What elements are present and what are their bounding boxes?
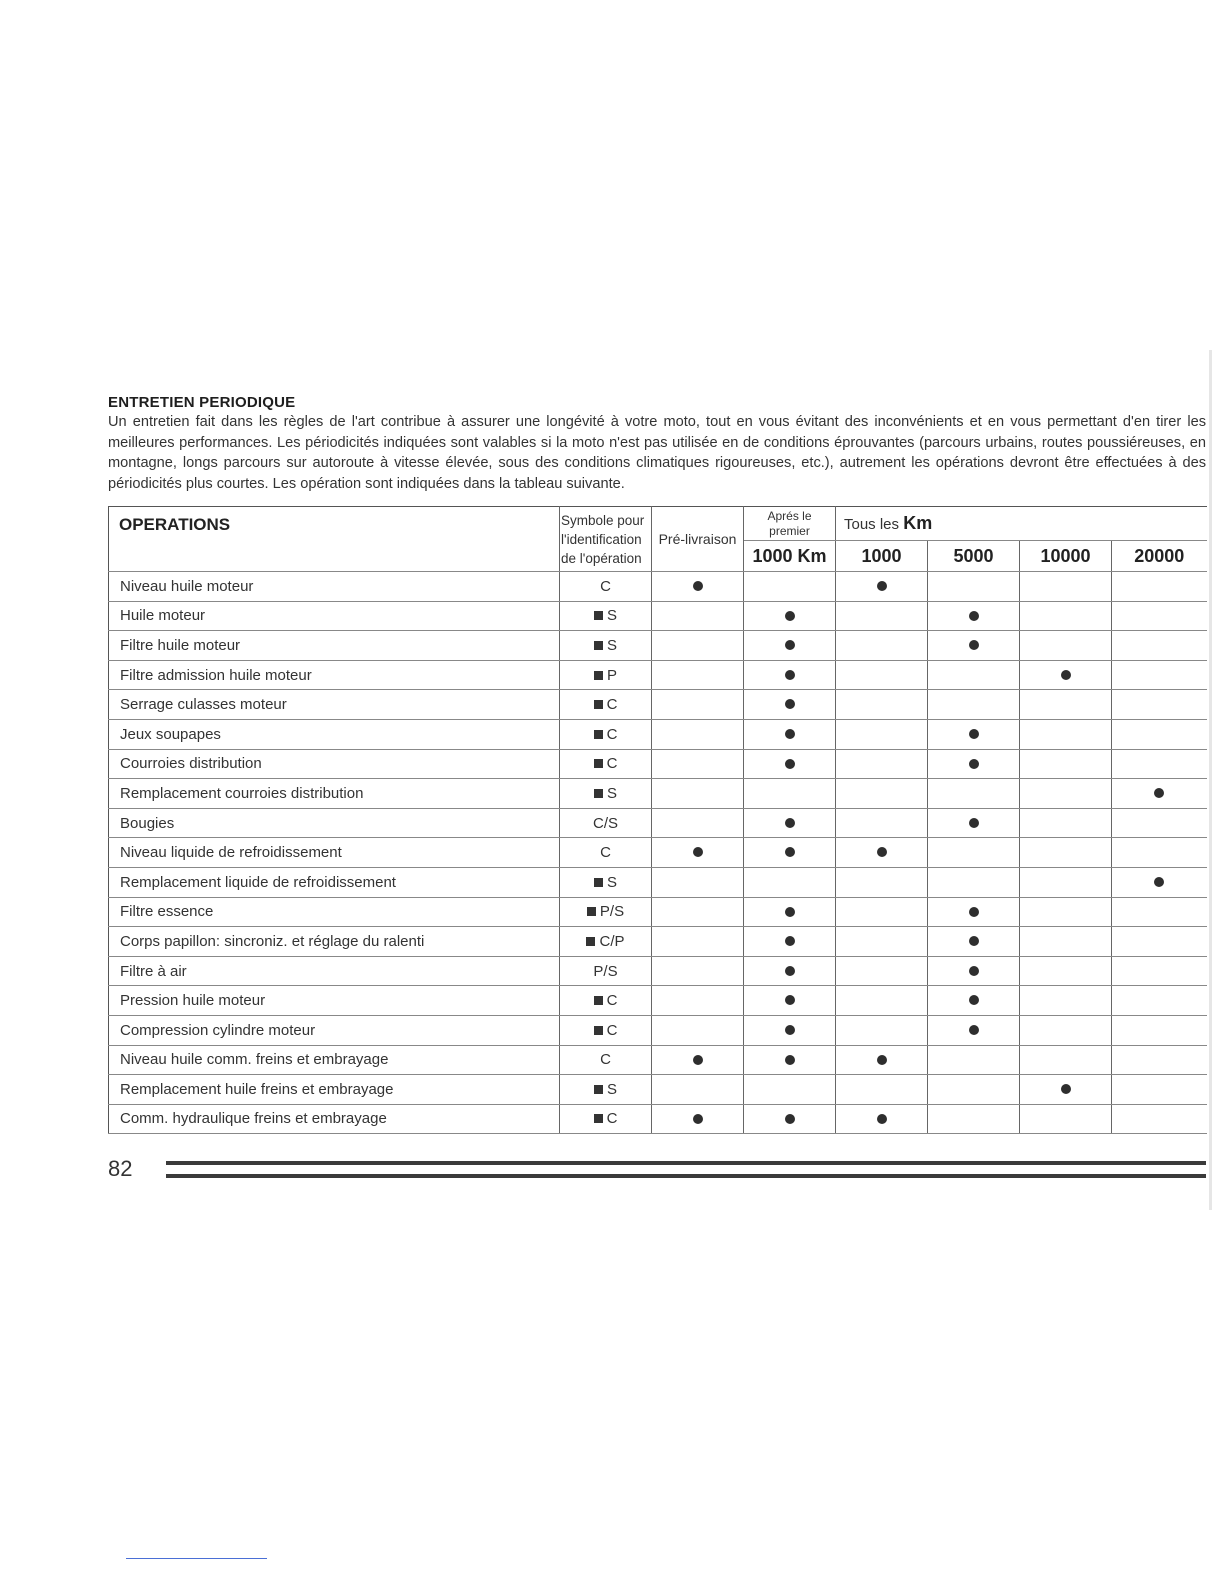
- tous-les-header: [836, 507, 1207, 541]
- interval-cell: [836, 1045, 928, 1075]
- operation-code: S: [606, 1080, 617, 1098]
- operation-code: C: [600, 577, 611, 595]
- interval-cell: [928, 808, 1020, 838]
- interval-cell: [1020, 927, 1112, 957]
- operation-symbol: [560, 1104, 652, 1134]
- scheduled-dot-icon: [969, 936, 979, 946]
- scheduled-dot-icon: [969, 729, 979, 739]
- operation-name: Comm. hydraulique freins et embrayage: [109, 1104, 560, 1134]
- interval-cell: [1112, 1075, 1207, 1105]
- scheduled-dot-icon: [693, 1055, 703, 1065]
- operation-symbol: [560, 1015, 652, 1045]
- operation-name: Filtre à air: [109, 956, 560, 986]
- interval-cell: [1112, 719, 1207, 749]
- interval-cell: [1020, 1075, 1112, 1105]
- special-operation-square-icon: [594, 789, 603, 798]
- operation-code: P/S: [593, 962, 618, 980]
- symbol-header: [560, 507, 652, 572]
- interval-cell: [1112, 631, 1207, 661]
- operation-code: C: [606, 1021, 618, 1039]
- scheduled-dot-icon: [877, 581, 887, 591]
- scheduled-dot-icon: [785, 611, 795, 621]
- interval-cell: [928, 572, 1020, 602]
- interval-cell: [652, 986, 744, 1016]
- operation-code: S: [606, 873, 617, 891]
- operation-name: Corps papillon: sincroniz. et réglage du ralenti: [109, 927, 560, 957]
- interval-cell: [744, 956, 836, 986]
- interval-cell: [836, 897, 928, 927]
- operation-code: S: [606, 607, 617, 625]
- header-row-top: [109, 507, 1207, 541]
- interval-cell: [744, 779, 836, 809]
- scheduled-dot-icon: [785, 699, 795, 709]
- interval-cell: [1112, 779, 1207, 809]
- special-operation-square-icon: [594, 730, 603, 739]
- operation-name: Pression huile moteur: [109, 986, 560, 1016]
- table-row: [109, 631, 1207, 661]
- interval-cell: [1020, 749, 1112, 779]
- interval-cell: [836, 838, 928, 868]
- interval-cell: [1112, 986, 1207, 1016]
- operation-name: Huile moteur: [109, 601, 560, 631]
- interval-header: 1000: [836, 541, 928, 572]
- interval-cell: [1112, 572, 1207, 602]
- scheduled-dot-icon: [693, 847, 703, 857]
- table-row: [109, 1045, 1207, 1075]
- interval-cell: [836, 1104, 928, 1134]
- interval-cell: [1112, 867, 1207, 897]
- operations-header: OPERATIONS: [109, 507, 560, 572]
- interval-cell: [1020, 1015, 1112, 1045]
- interval-header: 10000: [1020, 541, 1112, 572]
- operation-symbol: [560, 927, 652, 957]
- table-row: [109, 838, 1207, 868]
- table-row: [109, 719, 1207, 749]
- interval-cell: [744, 867, 836, 897]
- operation-code: C: [600, 844, 611, 862]
- interval-cell: [1112, 749, 1207, 779]
- special-operation-square-icon: [586, 937, 595, 946]
- operation-symbol: [560, 779, 652, 809]
- scheduled-dot-icon: [785, 907, 795, 917]
- interval-cell: [744, 631, 836, 661]
- interval-cell: [744, 719, 836, 749]
- special-operation-square-icon: [594, 759, 603, 768]
- table-row: [109, 867, 1207, 897]
- footer-rule: [166, 1161, 1206, 1165]
- footer-link-line: [126, 1558, 267, 1559]
- interval-cell: [1020, 986, 1112, 1016]
- interval-cell: [836, 1075, 928, 1105]
- interval-cell: [1020, 690, 1112, 720]
- special-operation-square-icon: [594, 641, 603, 650]
- interval-cell: [928, 1104, 1020, 1134]
- interval-cell: [744, 927, 836, 957]
- interval-cell: [744, 572, 836, 602]
- table-row: [109, 749, 1207, 779]
- interval-cell: [928, 956, 1020, 986]
- interval-cell: [652, 690, 744, 720]
- page-edge-shadow: [1209, 350, 1212, 1210]
- scheduled-dot-icon: [877, 1114, 887, 1124]
- operation-code: P/S: [599, 903, 625, 921]
- interval-cell: [836, 601, 928, 631]
- interval-cell: [1020, 1045, 1112, 1075]
- symbol-header-line: l'identification: [561, 531, 642, 547]
- interval-cell: [744, 1075, 836, 1105]
- interval-cell: [928, 838, 1020, 868]
- operation-code: S: [606, 784, 617, 802]
- operation-name: Niveau huile moteur: [109, 572, 560, 602]
- interval-cell: [744, 808, 836, 838]
- interval-cell: [1020, 808, 1112, 838]
- scheduled-dot-icon: [969, 966, 979, 976]
- special-operation-square-icon: [594, 1085, 603, 1094]
- scheduled-dot-icon: [969, 640, 979, 650]
- operation-name: Bougies: [109, 808, 560, 838]
- scheduled-dot-icon: [785, 1114, 795, 1124]
- operation-symbol: [560, 897, 652, 927]
- scheduled-dot-icon: [969, 818, 979, 828]
- scheduled-dot-icon: [785, 759, 795, 769]
- interval-cell: [744, 690, 836, 720]
- operation-name: Filtre essence: [109, 897, 560, 927]
- table-row: [109, 690, 1207, 720]
- scheduled-dot-icon: [785, 995, 795, 1005]
- interval-cell: [1112, 897, 1207, 927]
- page-heading: ENTRETIEN PERIODIQUE: [108, 394, 296, 411]
- operation-code: S: [606, 636, 617, 654]
- special-operation-square-icon: [594, 700, 603, 709]
- operation-symbol: [560, 749, 652, 779]
- interval-cell: [652, 779, 744, 809]
- scheduled-dot-icon: [1061, 1084, 1071, 1094]
- interval-cell: [652, 1075, 744, 1105]
- interval-cell: [652, 601, 744, 631]
- operation-code: C/P: [599, 932, 625, 950]
- operation-name: Remplacement huile freins et embrayage: [109, 1075, 560, 1105]
- operation-code: C/S: [592, 814, 618, 832]
- interval-header: 20000: [1112, 541, 1207, 572]
- scheduled-dot-icon: [693, 581, 703, 591]
- interval-cell: [836, 660, 928, 690]
- operation-code: C: [606, 755, 618, 773]
- interval-cell: [1112, 1104, 1207, 1134]
- special-operation-square-icon: [594, 1026, 603, 1035]
- interval-cell: [744, 897, 836, 927]
- interval-cell: [836, 927, 928, 957]
- interval-cell: [744, 749, 836, 779]
- scheduled-dot-icon: [785, 1025, 795, 1035]
- interval-cell: [928, 897, 1020, 927]
- tous-les-unit: Km: [903, 513, 933, 533]
- interval-cell: [928, 660, 1020, 690]
- interval-cell: [928, 986, 1020, 1016]
- maintenance-table: [108, 506, 1207, 1134]
- interval-cell: [1020, 1104, 1112, 1134]
- interval-cell: [1020, 867, 1112, 897]
- scheduled-dot-icon: [693, 1114, 703, 1124]
- operation-code: C: [606, 1110, 618, 1128]
- scheduled-dot-icon: [1061, 670, 1071, 680]
- operation-name: Remplacement courroies distribution: [109, 779, 560, 809]
- interval-cell: [1020, 601, 1112, 631]
- operation-name: Filtre huile moteur: [109, 631, 560, 661]
- operation-symbol: [560, 572, 652, 602]
- table-row: [109, 897, 1207, 927]
- interval-cell: [652, 631, 744, 661]
- operation-name: Niveau huile comm. freins et embrayage: [109, 1045, 560, 1075]
- interval-cell: [928, 1045, 1020, 1075]
- scheduled-dot-icon: [785, 936, 795, 946]
- operation-symbol: [560, 867, 652, 897]
- interval-cell: [1020, 631, 1112, 661]
- operation-code: C: [606, 725, 618, 743]
- interval-cell: [836, 779, 928, 809]
- symbol-header-line: Symbole pour: [561, 512, 645, 528]
- interval-cell: [928, 867, 1020, 897]
- interval-cell: [836, 956, 928, 986]
- interval-cell: [744, 838, 836, 868]
- interval-cell: [836, 1015, 928, 1045]
- interval-cell: [1112, 808, 1207, 838]
- scheduled-dot-icon: [785, 966, 795, 976]
- interval-cell: [744, 1045, 836, 1075]
- interval-cell: [652, 660, 744, 690]
- interval-cell: [1112, 838, 1207, 868]
- special-operation-square-icon: [594, 611, 603, 620]
- table-row: [109, 779, 1207, 809]
- intro-paragraph: Un entretien fait dans les règles de l'art contribue à assurer une longévité à votre moto, tout en vous évitant des inconvénients et en vous permettant d'en tirer les meilleures performances. Les périodicités indiquées sont valables si la moto n'est pas utilisée en de conditions éprouvantes (parcours urbains, routes poussiéreuses, en montagne, longs parcours sur autoroute à vitesse élevée, sous des conditions climatiques rigoureuses, etc.), autrement les opérations devront être effectuées à des périodicités plus courtes. Les opération sont indiquées dans la tableau suivante.: [108, 414, 1206, 492]
- table-row: [109, 956, 1207, 986]
- table-row: [109, 986, 1207, 1016]
- interval-cell: [744, 1104, 836, 1134]
- interval-cell: [652, 897, 744, 927]
- operation-name: Serrage culasses moteur: [109, 690, 560, 720]
- interval-cell: [1020, 572, 1112, 602]
- table-row: [109, 927, 1207, 957]
- interval-cell: [1112, 927, 1207, 957]
- interval-cell: [836, 749, 928, 779]
- table-body: [109, 572, 1207, 1134]
- table-row: [109, 660, 1207, 690]
- scheduled-dot-icon: [785, 670, 795, 680]
- apres-header-line: premier: [769, 523, 810, 538]
- scheduled-dot-icon: [785, 847, 795, 857]
- operation-symbol: [560, 838, 652, 868]
- interval-cell: [744, 986, 836, 1016]
- table-row: [109, 1015, 1207, 1045]
- symbol-header-line: de l'opération: [561, 550, 642, 566]
- scheduled-dot-icon: [969, 995, 979, 1005]
- prelivraison-header: Pré-livraison: [652, 507, 744, 572]
- operation-code: C: [600, 1051, 611, 1069]
- interval-cell: [652, 719, 744, 749]
- special-operation-square-icon: [594, 878, 603, 887]
- interval-cell: [1020, 956, 1112, 986]
- interval-cell: [1020, 779, 1112, 809]
- operation-name: Filtre admission huile moteur: [109, 660, 560, 690]
- operation-code: C: [606, 992, 618, 1010]
- operation-name: Compression cylindre moteur: [109, 1015, 560, 1045]
- table-row: [109, 808, 1207, 838]
- tous-les-label: Tous les: [844, 516, 900, 533]
- interval-cell: [836, 719, 928, 749]
- table-row: [109, 572, 1207, 602]
- interval-cell: [836, 986, 928, 1016]
- operation-symbol: [560, 631, 652, 661]
- scheduled-dot-icon: [969, 611, 979, 621]
- interval-cell: [928, 779, 1020, 809]
- page-number: 82: [108, 1156, 133, 1181]
- interval-header: 1000 Km: [744, 541, 836, 572]
- scheduled-dot-icon: [877, 847, 887, 857]
- interval-cell: [928, 690, 1020, 720]
- interval-cell: [1112, 690, 1207, 720]
- apres-header-line: Aprés le: [767, 508, 812, 523]
- interval-cell: [652, 1015, 744, 1045]
- operation-name: Courroies distribution: [109, 749, 560, 779]
- operation-name: Remplacement liquide de refroidissement: [109, 867, 560, 897]
- interval-cell: [744, 1015, 836, 1045]
- interval-cell: [652, 838, 744, 868]
- special-operation-square-icon: [594, 996, 603, 1005]
- operation-symbol: [560, 1045, 652, 1075]
- interval-cell: [836, 867, 928, 897]
- scheduled-dot-icon: [785, 640, 795, 650]
- scheduled-dot-icon: [1154, 788, 1164, 798]
- interval-cell: [652, 1104, 744, 1134]
- interval-cell: [836, 808, 928, 838]
- apres-header: [744, 507, 836, 541]
- scheduled-dot-icon: [969, 907, 979, 917]
- operation-symbol: [560, 986, 652, 1016]
- interval-cell: [928, 601, 1020, 631]
- interval-cell: [1112, 1045, 1207, 1075]
- interval-cell: [744, 660, 836, 690]
- operation-symbol: [560, 808, 652, 838]
- scheduled-dot-icon: [785, 729, 795, 739]
- interval-cell: [836, 572, 928, 602]
- operation-symbol: [560, 956, 652, 986]
- table-row: [109, 601, 1207, 631]
- interval-cell: [1112, 1015, 1207, 1045]
- interval-cell: [652, 808, 744, 838]
- operation-symbol: [560, 660, 652, 690]
- interval-cell: [1112, 956, 1207, 986]
- operation-symbol: [560, 719, 652, 749]
- special-operation-square-icon: [587, 907, 596, 916]
- interval-cell: [928, 631, 1020, 661]
- scheduled-dot-icon: [969, 759, 979, 769]
- interval-cell: [652, 956, 744, 986]
- interval-cell: [928, 719, 1020, 749]
- operation-symbol: [560, 1075, 652, 1105]
- interval-cell: [652, 927, 744, 957]
- interval-cell: [1020, 838, 1112, 868]
- interval-cell: [652, 749, 744, 779]
- interval-cell: [928, 1015, 1020, 1045]
- table-row: [109, 1104, 1207, 1134]
- scheduled-dot-icon: [1154, 877, 1164, 887]
- interval-cell: [652, 1045, 744, 1075]
- interval-cell: [1020, 897, 1112, 927]
- table-row: [109, 1075, 1207, 1105]
- scheduled-dot-icon: [969, 1025, 979, 1035]
- interval-cell: [1112, 660, 1207, 690]
- operation-name: Jeux soupapes: [109, 719, 560, 749]
- special-operation-square-icon: [594, 1114, 603, 1123]
- interval-header: 5000: [928, 541, 1020, 572]
- interval-cell: [928, 927, 1020, 957]
- footer-rule: [166, 1174, 1206, 1178]
- operation-code: P: [606, 666, 617, 684]
- operation-symbol: [560, 690, 652, 720]
- interval-cell: [928, 749, 1020, 779]
- interval-cell: [1020, 660, 1112, 690]
- interval-cell: [744, 601, 836, 631]
- interval-cell: [836, 690, 928, 720]
- interval-cell: [1020, 719, 1112, 749]
- interval-cell: [928, 1075, 1020, 1105]
- special-operation-square-icon: [594, 671, 603, 680]
- scheduled-dot-icon: [785, 1055, 795, 1065]
- interval-cell: [1112, 601, 1207, 631]
- operation-code: C: [606, 696, 618, 714]
- interval-cell: [652, 572, 744, 602]
- operation-name: Niveau liquide de refroidissement: [109, 838, 560, 868]
- scheduled-dot-icon: [785, 818, 795, 828]
- interval-cell: [652, 867, 744, 897]
- operation-symbol: [560, 601, 652, 631]
- interval-cell: [836, 631, 928, 661]
- scheduled-dot-icon: [877, 1055, 887, 1065]
